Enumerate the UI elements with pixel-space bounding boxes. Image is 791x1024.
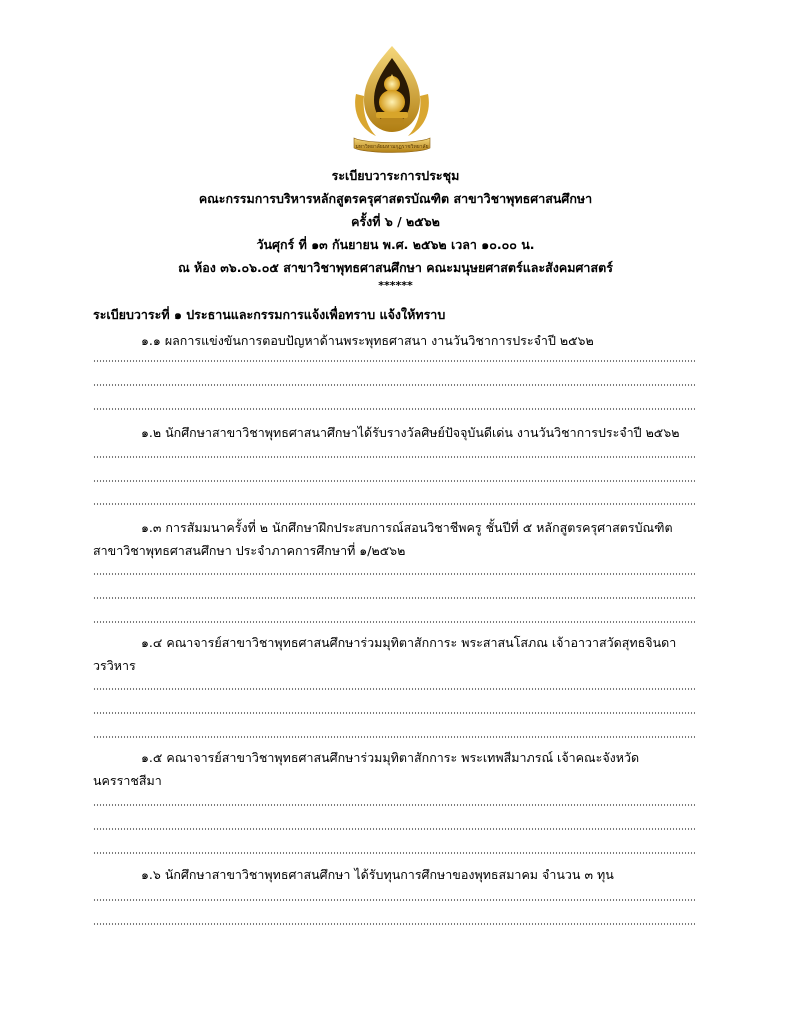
dotted-line <box>93 712 695 714</box>
dotted-line <box>93 384 695 386</box>
dotted-line <box>93 621 695 623</box>
dotted-line <box>93 597 695 599</box>
agenda-item-1-1: ๑.๑ ผลการแข่งขันการตอบปัญหาด้านพระพุทธศาสนา งานวันวิชาการประจำปี ๒๕๖๒ <box>141 333 594 348</box>
dotted-line <box>93 736 695 738</box>
agenda-item-1-6: ๑.๖ นักศึกษาสาขาวิชาพุทธศาสนศึกษา ได้รับทุนการศึกษาของพุทธสมาคม จำนวน ๓ ทุน <box>141 867 614 882</box>
meeting-location: ณ ห้อง ๓๖.๐๖.๐๕ สาขาวิชาพุทธศาสนศึกษา คณะมนุษยศาสตร์และสังคมศาสตร์ <box>178 260 613 275</box>
separator-stars: ****** <box>378 279 413 292</box>
agenda-item-1-3: ๑.๓ การสัมมนาครั้งที่ ๒ นักศึกษาฝึกประสบการณ์สอนวิชาชีพครู ชั้นปีที่ ๕ หลักสูตรครุศาสตรบัณฑิต <box>141 520 673 535</box>
dotted-line <box>93 480 695 482</box>
dotted-line <box>93 408 695 410</box>
dotted-line <box>93 573 695 575</box>
dotted-line <box>93 804 695 806</box>
dotted-line <box>93 852 695 854</box>
dotted-line <box>93 899 695 901</box>
dotted-line <box>93 923 695 925</box>
dotted-line <box>93 828 695 830</box>
svg-text:มหาวิทยาลัยมหามกุฏราชวิทยาลัย: มหาวิทยาลัยมหามกุฏราชวิทยาลัย <box>355 144 429 150</box>
university-emblem-logo <box>346 44 438 158</box>
agenda-item-1-3-cont: สาขาวิชาพุทธศาสนศึกษา ประจำภาคการศึกษาที่ ๑/๒๕๖๒ <box>93 543 406 558</box>
agenda-item-1-4-cont: วรวิหาร <box>93 658 136 673</box>
document-title: ระเบียบวาระการประชุม <box>331 168 460 183</box>
dotted-line <box>93 360 695 362</box>
meeting-date-time: วันศุกร์ ที่ ๑๓ กันยายน พ.ศ. ๒๕๖๒ เวลา ๑๐.๐๐ น. <box>256 237 535 252</box>
meeting-session: ครั้งที่ ๖ / ๒๕๖๒ <box>351 214 440 229</box>
agenda-item-1-5: ๑.๕ คณาจารย์สาขาวิชาพุทธศาสนศึกษาร่วมมุทิตาสักการะ พระเทพสีมาภรณ์ เจ้าคณะจังหวัด <box>141 750 640 765</box>
committee-name: คณะกรรมการบริหารหลักสูตรครุศาสตรบัณฑิต สาขาวิชาพุทธศาสนศึกษา <box>198 191 593 206</box>
dotted-line <box>93 456 695 458</box>
dotted-line <box>93 503 695 505</box>
agenda-item-1-5-cont: นครราชสีมา <box>93 773 162 788</box>
agenda-item-1-2: ๑.๒ นักศึกษาสาขาวิชาพุทธศาสนาศึกษาได้รับรางวัลศิษย์ปัจจุบันดีเด่น งานวันวิชาการประจำปี ๒๕๖๒ <box>141 425 680 440</box>
dotted-line <box>93 688 695 690</box>
agenda-heading: ระเบียบวาระที่ ๑ ประธานและกรรมการแจ้งเพื่อทราบ แจ้งให้ทราบ <box>93 307 446 322</box>
agenda-item-1-4: ๑.๔ คณาจารย์สาขาวิชาพุทธศาสนศึกษาร่วมมุทิตาสักการะ พระสาสนโสภณ เจ้าอาวาสวัดสุทธจินดา <box>141 635 677 650</box>
